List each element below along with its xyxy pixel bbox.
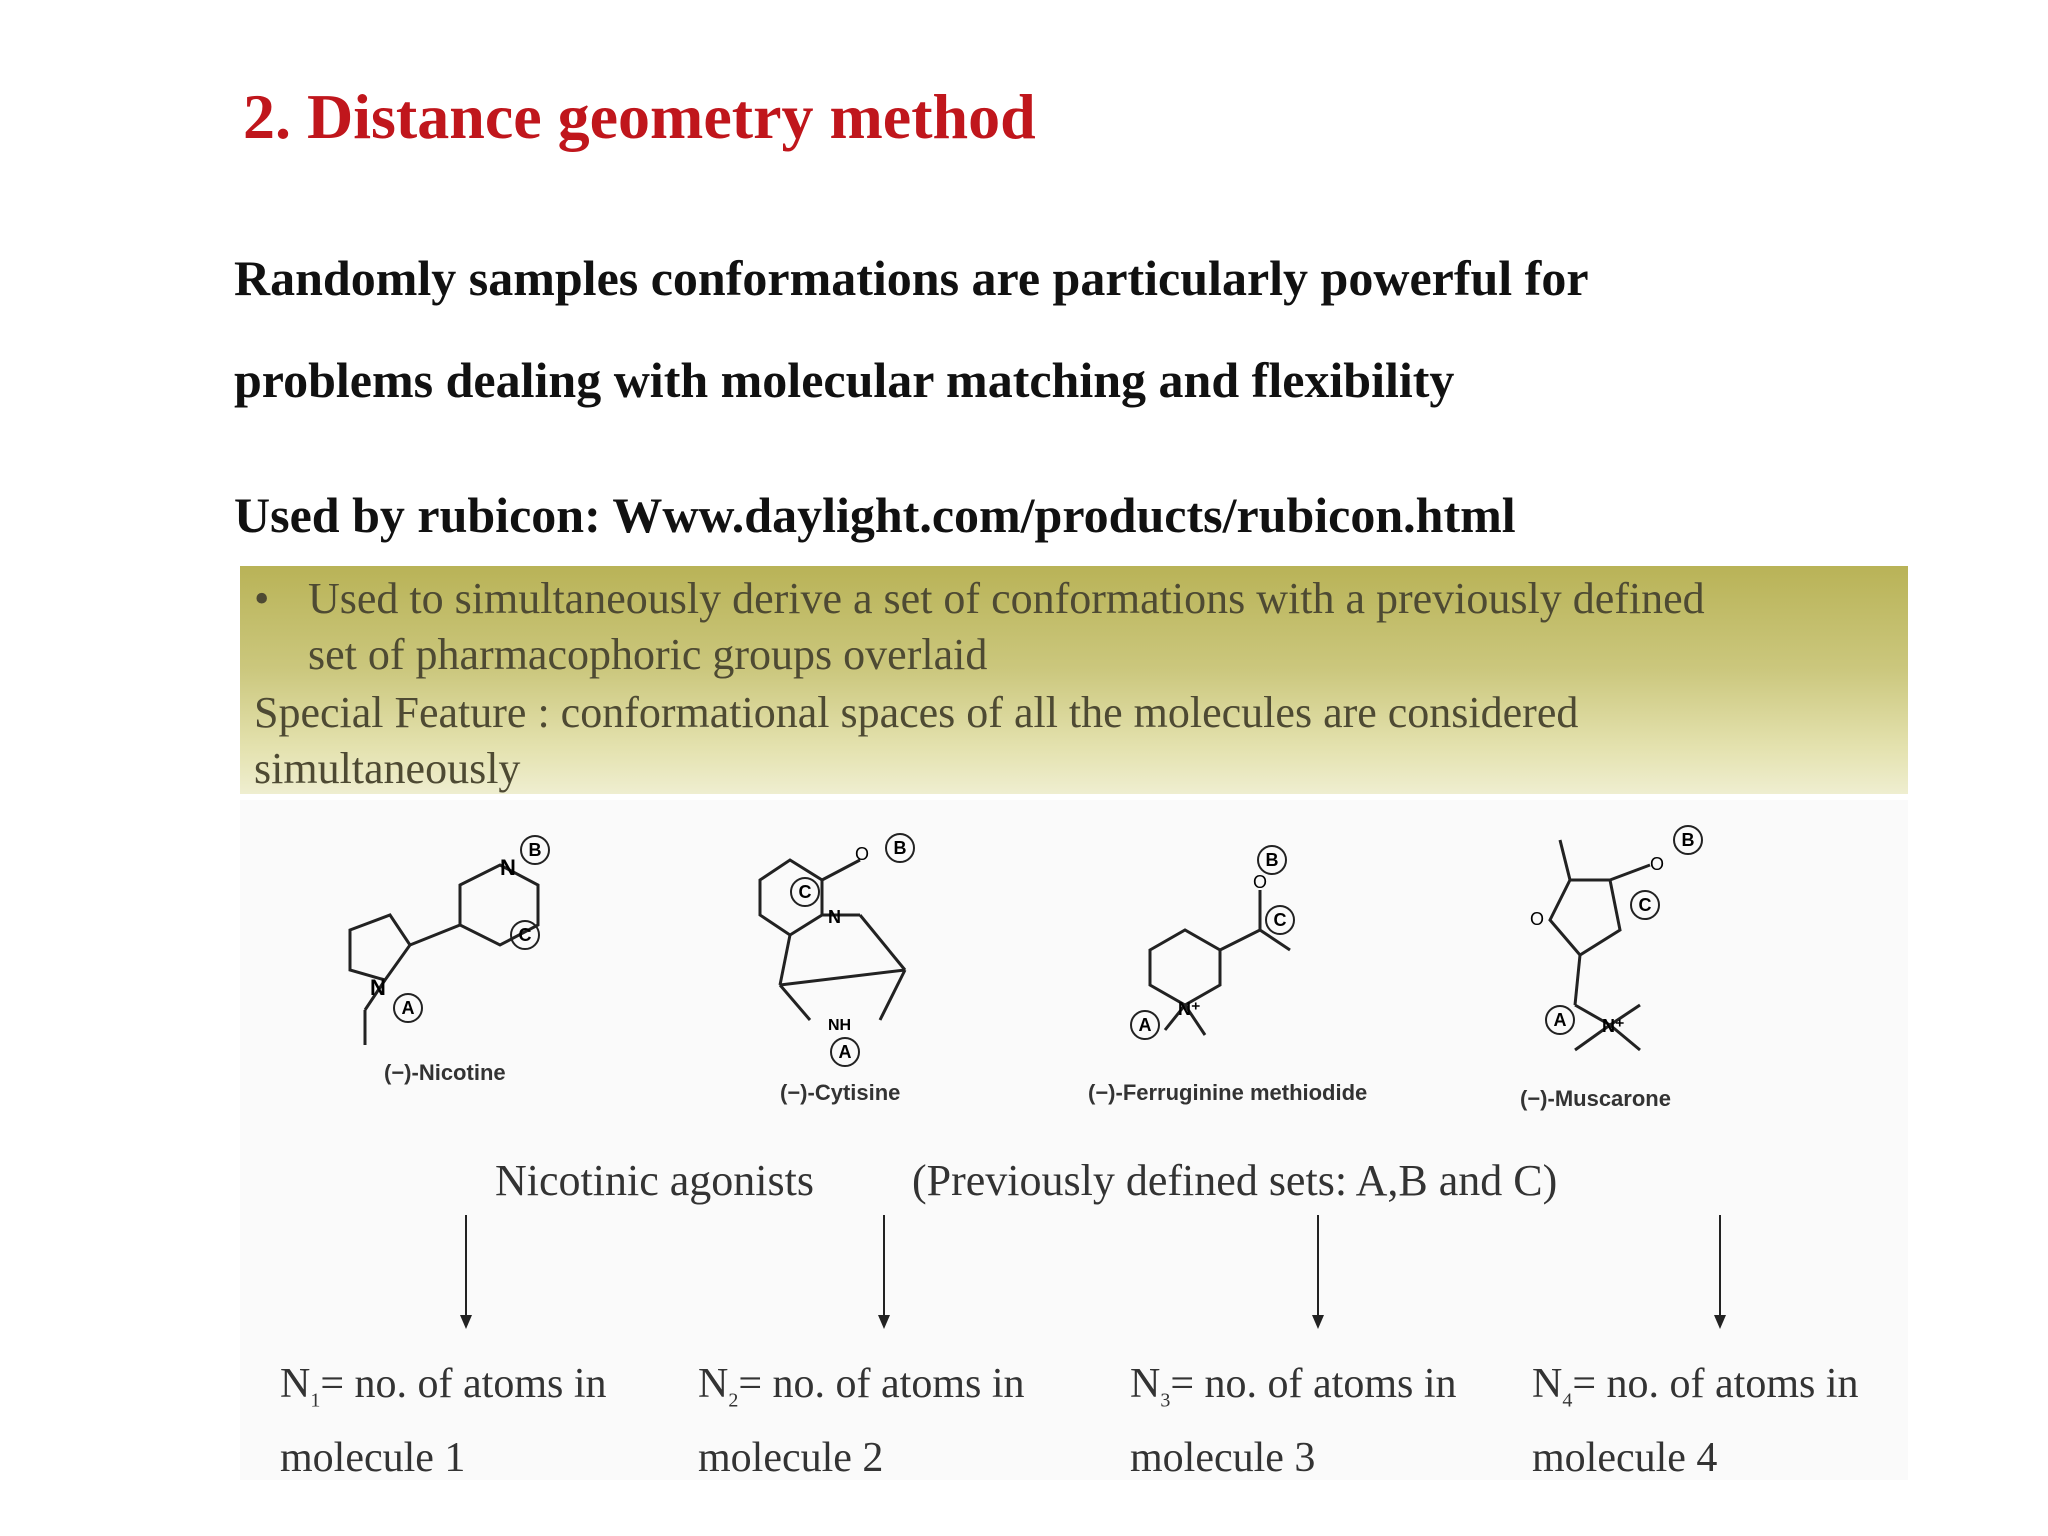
band-line-3: Special Feature : conformational spaces of all the molecules are considered (254, 688, 1579, 737)
atom-count-label-4: $N_4=$ no. of atoms in molecule 4 (1532, 1361, 1859, 1482)
atom-o: O (1650, 854, 1665, 874)
atom-nh: NH (828, 1017, 852, 1034)
atom-o: O (1253, 872, 1268, 892)
muscarone-structure (1530, 820, 1730, 1080)
band-line-1: Used to simultaneously derive a set of conformations with a previously defined (308, 574, 1705, 623)
cytisine-structure (740, 820, 940, 1080)
molecule-label-1: (−)-Nicotine (384, 1060, 506, 1085)
band-line-4: simultaneously (254, 744, 521, 793)
atom-count-label-2: $N_2=$ no. of atoms in molecule 2 (698, 1361, 1025, 1482)
caption-sets: (Previously defined sets: A,B and C) (912, 1156, 1558, 1205)
caption-agonists: Nicotinic agonists (495, 1156, 814, 1205)
atom-n: N (500, 855, 516, 880)
pharmacophore-a-icon: A (838, 1042, 852, 1062)
pharmacophore-a-icon: A (1553, 1010, 1567, 1030)
atom-n: N⁺ (1602, 1016, 1625, 1036)
slide-title: 2. Distance geometry method (243, 81, 1036, 152)
bullet-icon: • (254, 574, 270, 623)
ferruginine-structure (1120, 840, 1320, 1070)
atom-n: N (828, 907, 841, 927)
atom-o: O (1530, 909, 1545, 929)
pharmacophore-c-icon: C (518, 925, 532, 945)
molecule-label-3: (−)-Ferruginine methiodide (1088, 1080, 1368, 1105)
pharmacophore-c-icon: C (1273, 910, 1287, 930)
band-line-2: set of pharmacophoric groups overlaid (308, 630, 988, 679)
atom-n: N⁺ (1178, 999, 1201, 1019)
pharmacophore-b-icon: B (893, 838, 907, 858)
pharmacophore-a-icon: A (1138, 1015, 1152, 1035)
pharmacophore-b-icon: B (1681, 830, 1695, 850)
molecule-label-2: (−)-Cytisine (780, 1080, 901, 1105)
atom-count-label-3: $N_3=$ no. of atoms in molecule 3 (1130, 1361, 1457, 1482)
atom-count-label-1: $N_1=$ no. of atoms in molecule 1 (280, 1361, 607, 1482)
pharmacophore-b-icon: B (528, 840, 542, 860)
pharmacophore-a-icon: A (401, 998, 415, 1018)
pharmacophore-c-icon: C (798, 882, 812, 902)
down-arrow-icon (874, 1215, 894, 1330)
nicotine-structure (320, 820, 580, 1050)
pharmacophore-c-icon: C (1638, 895, 1652, 915)
paragraph-2: problems dealing with molecular matching and flexibility (234, 352, 1455, 408)
down-arrow-icon (1308, 1215, 1328, 1330)
atom-o: O (855, 844, 870, 864)
pharmacophore-b-icon: B (1265, 850, 1279, 870)
paragraph-3: Used by rubicon: Www.daylight.com/products/rubicon.html (234, 487, 1516, 543)
molecule-label-4: (−)-Muscarone (1520, 1086, 1671, 1111)
highlight-band (240, 566, 1908, 794)
atom-n: N (370, 975, 386, 1000)
down-arrow-icon (1710, 1215, 1730, 1330)
paragraph-1: Randomly samples conformations are particularly powerful for (234, 250, 1589, 306)
down-arrow-icon (456, 1215, 476, 1330)
